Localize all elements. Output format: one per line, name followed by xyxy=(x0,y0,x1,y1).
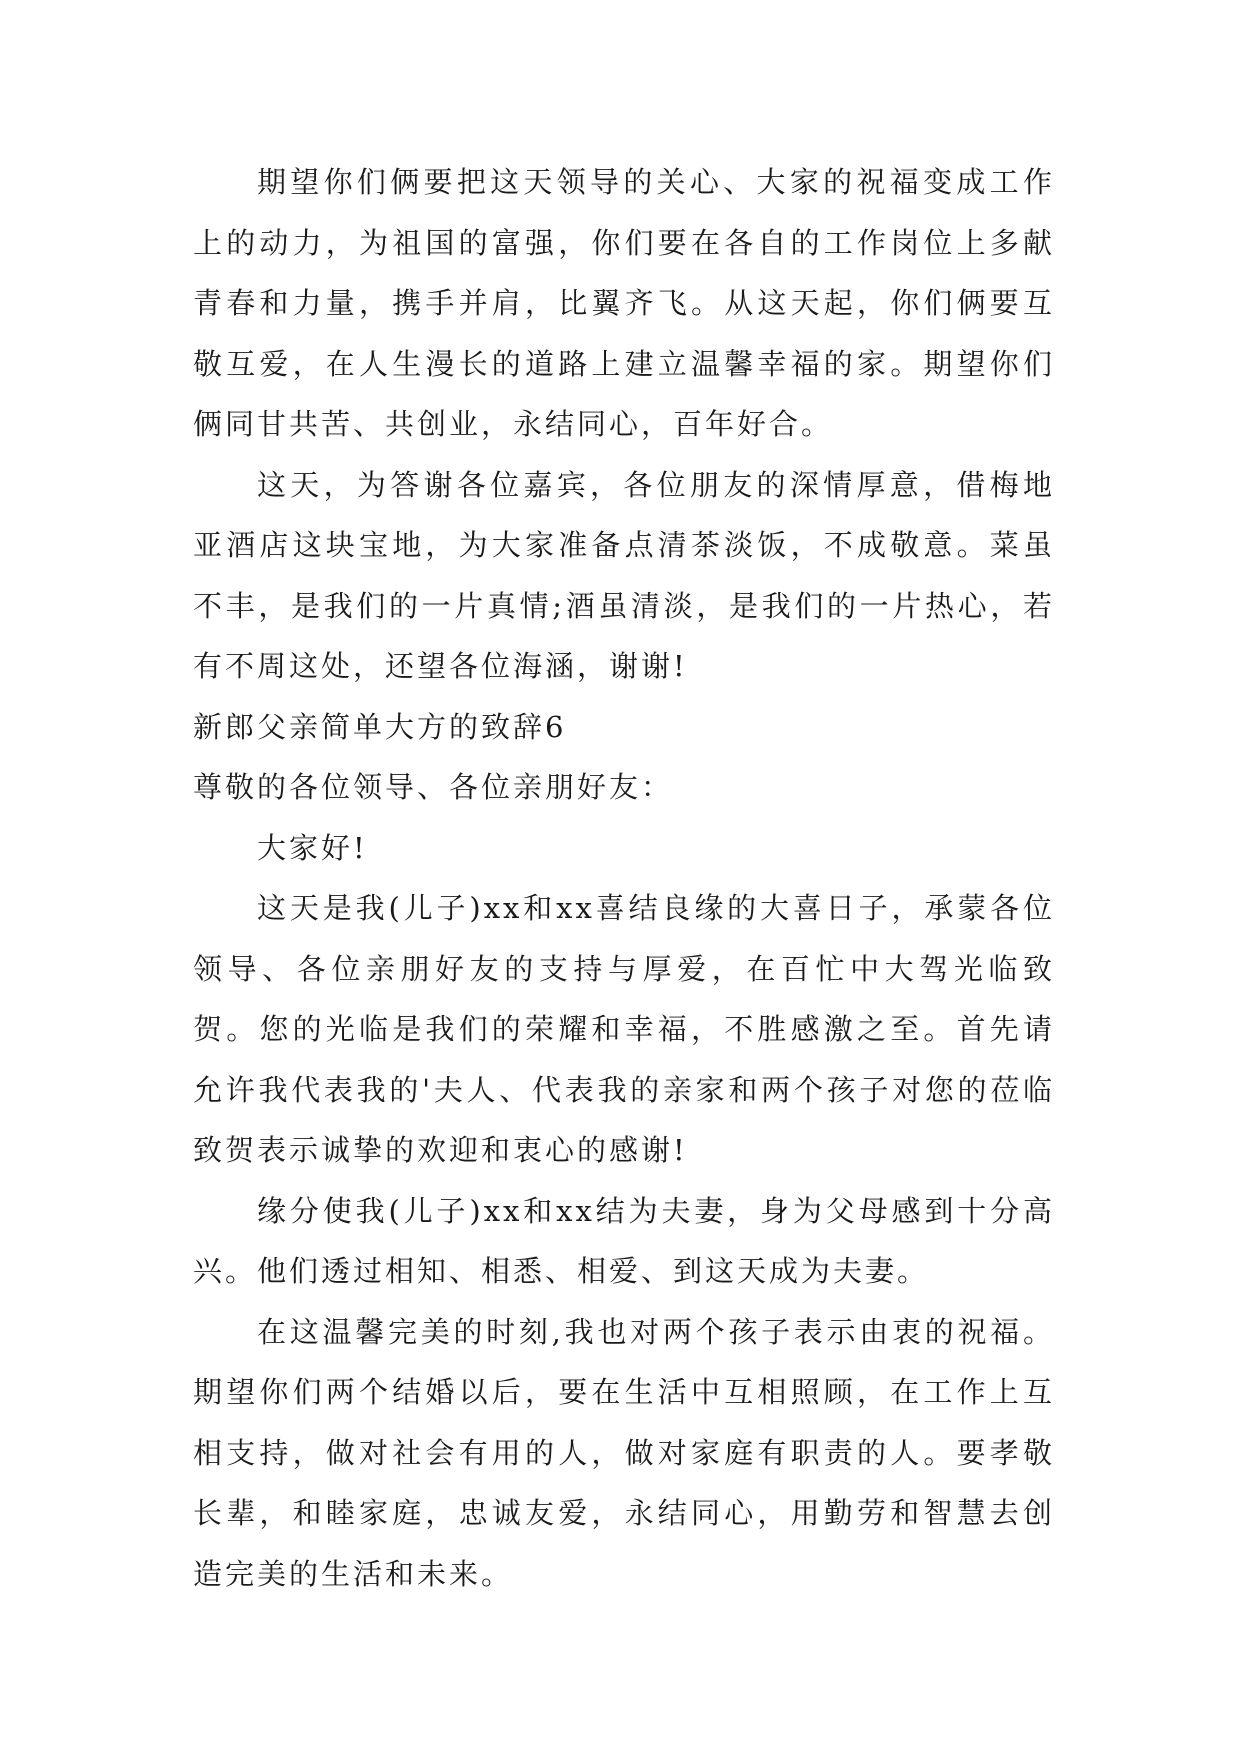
section-heading: 新郎父亲简单大方的致辞6 xyxy=(193,709,567,744)
paragraph-welcome: 这天是我(儿子)xx和xx喜结良缘的大喜日子，承蒙各位领导、各位亲朋好友的支持与厚爱，在百忙中大驾光临致贺。您的光临是我们的荣耀和幸福，不胜感激之至。首先请允许我代表我的'夫人、代表我的亲家和两个孩子对您的莅临致贺表示诚挚的欢迎和衷心的感谢! xyxy=(193,891,1055,1167)
paragraph-fate: 缘分使我(儿子)xx和xx结为夫妻，身为父母感到十分高兴。他们透过相知、相悉、相爱、到这天成为夫妻。 xyxy=(193,1193,1055,1288)
salutation: 尊敬的各位领导、各位亲朋好友： xyxy=(193,770,674,804)
document-body xyxy=(193,152,1055,1604)
paragraph-thanks: 这天，为答谢各位嘉宾，各位朋友的深情厚意，借梅地亚酒店这块宝地，为大家准备点清茶淡饭，不成敬意。菜虽不丰，是我们的一片真情;酒虽清淡，是我们的一片热心，若有不周这处，还望各位海涵，谢谢! xyxy=(193,467,1055,683)
paragraph-blessing: 期望你们俩要把这天领导的关心、大家的祝福变成工作上的动力，为祖国的富强，你们要在各自的工作岗位上多献青春和力量，携手并肩，比翼齐飞。从这天起，你们俩要互敬互爱，在人生漫长的道路上建立温馨幸福的家。期望你们俩同甘共苦、共创业，永结同心，百年好合。 xyxy=(193,165,1055,441)
paragraph-wishes: 在这温馨完美的时刻,我也对两个孩子表示由衷的祝福。期望你们两个结婚以后，要在生活中互相照顾，在工作上互相支持，做对社会有用的人，做对家庭有职责的人。要孝敬长辈，和睦家庭，忠诚友爱，永结同心，用勤劳和智慧去创造完美的生活和未来。 xyxy=(193,1314,1055,1591)
greeting: 大家好! xyxy=(257,830,368,865)
